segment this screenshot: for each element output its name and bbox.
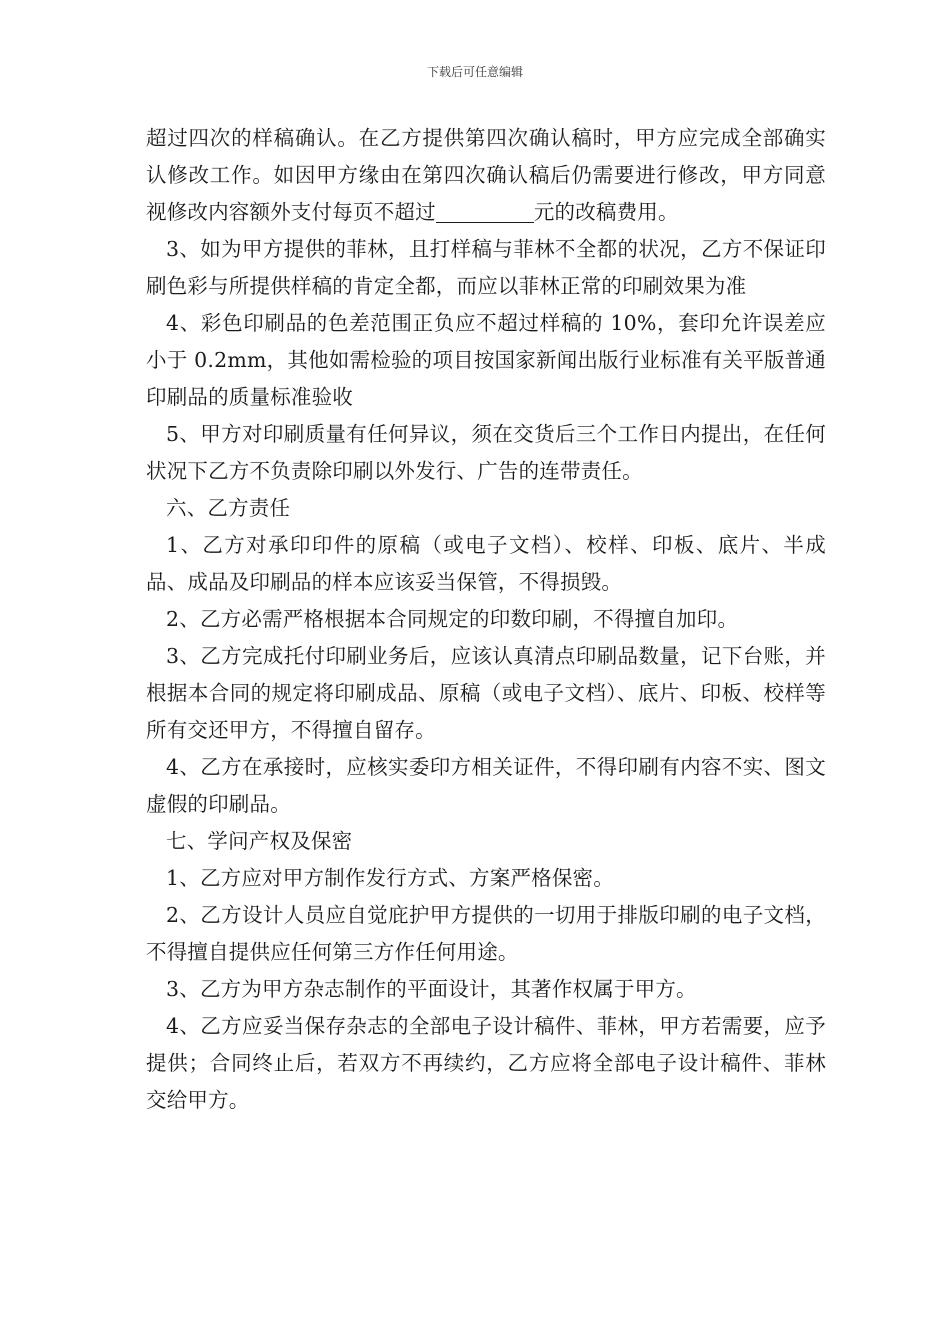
clause-protect-files: 2、乙方设计人员应自觉庇护甲方提供的一切用于排版印刷的电子文档，不得擅自提供应任何第三方作任何用途。 xyxy=(146,903,826,964)
paragraph-revision-limit xyxy=(146,120,826,231)
clause-color-tolerance: 4、彩色印刷品的色差范围正负应不超过样稿的 10%，套印允许误差应小于 0.2mm，其他如需检验的项目按国家新闻出版行业标准有关平版普通印刷品的质量标准验收 xyxy=(146,311,826,409)
fee-blank-line xyxy=(436,200,534,223)
clause-quality-objection: 5、甲方对印刷质量有任何异议，须在交货后三个工作日内提出，在任何状况下乙方不负责除印刷以外发行、广告的连带责任。 xyxy=(146,422,826,483)
document-body xyxy=(146,120,826,1119)
section-heading-party-b-duties: 六、乙方责任 xyxy=(166,496,291,520)
clause-copyright: 3、乙方为甲方杂志制作的平面设计，其著作权属于甲方。 xyxy=(166,977,697,1001)
clause-film-color: 3、如为甲方提供的菲林，且打样稿与菲林不全都的状况，乙方不保证印刷色彩与所提供样稿的肯定全都，而应以菲林正常的印刷效果为准 xyxy=(146,237,826,298)
section-heading-ip-confidentiality: 七、学问产权及保密 xyxy=(166,829,353,853)
clause-store-design-files: 4、乙方应妥当保存杂志的全部电子设计稿件、菲林，甲方若需要，应予提供；合同终止后，若双方不再续约，乙方应将全部电子设计稿件、菲林交给甲方。 xyxy=(146,1014,826,1112)
paragraph-text: 元的改稿费用。 xyxy=(533,200,679,224)
clause-verify-documents: 4、乙方在承接时，应核实委印方相关证件，不得印刷有内容不实、图文虚假的印刷品。 xyxy=(146,755,826,816)
clause-custody: 1、乙方对承印印件的原稿（或电子文档）、校样、印板、底片、半成品、成品及印刷品的样本应该妥当保管，不得损毁。 xyxy=(146,533,826,594)
page-header: 下载后可任意编辑 xyxy=(426,65,523,79)
clause-return-materials: 3、乙方完成托付印刷业务后，应该认真清点印刷品数量，记下台账，并根据本合同的规定将印刷成品、原稿（或电子文档）、底片、印板、校样等所有交还甲方，不得擅自留存。 xyxy=(146,644,826,742)
clause-confidential-plans: 1、乙方应对甲方制作发行方式、方案严格保密。 xyxy=(166,866,614,890)
paragraph-text: 超过四次的样稿确认。在乙方提供第四次确认稿时，甲方应完成全部确实认修改工作。如因甲方缘由在第四次确认稿后仍需要进行修改，甲方同意视修改内容额外支付每页不超过 xyxy=(146,126,826,224)
clause-print-quantity: 2、乙方必需严格根据本合同规定的印数印刷，不得擅自加印。 xyxy=(166,607,739,631)
